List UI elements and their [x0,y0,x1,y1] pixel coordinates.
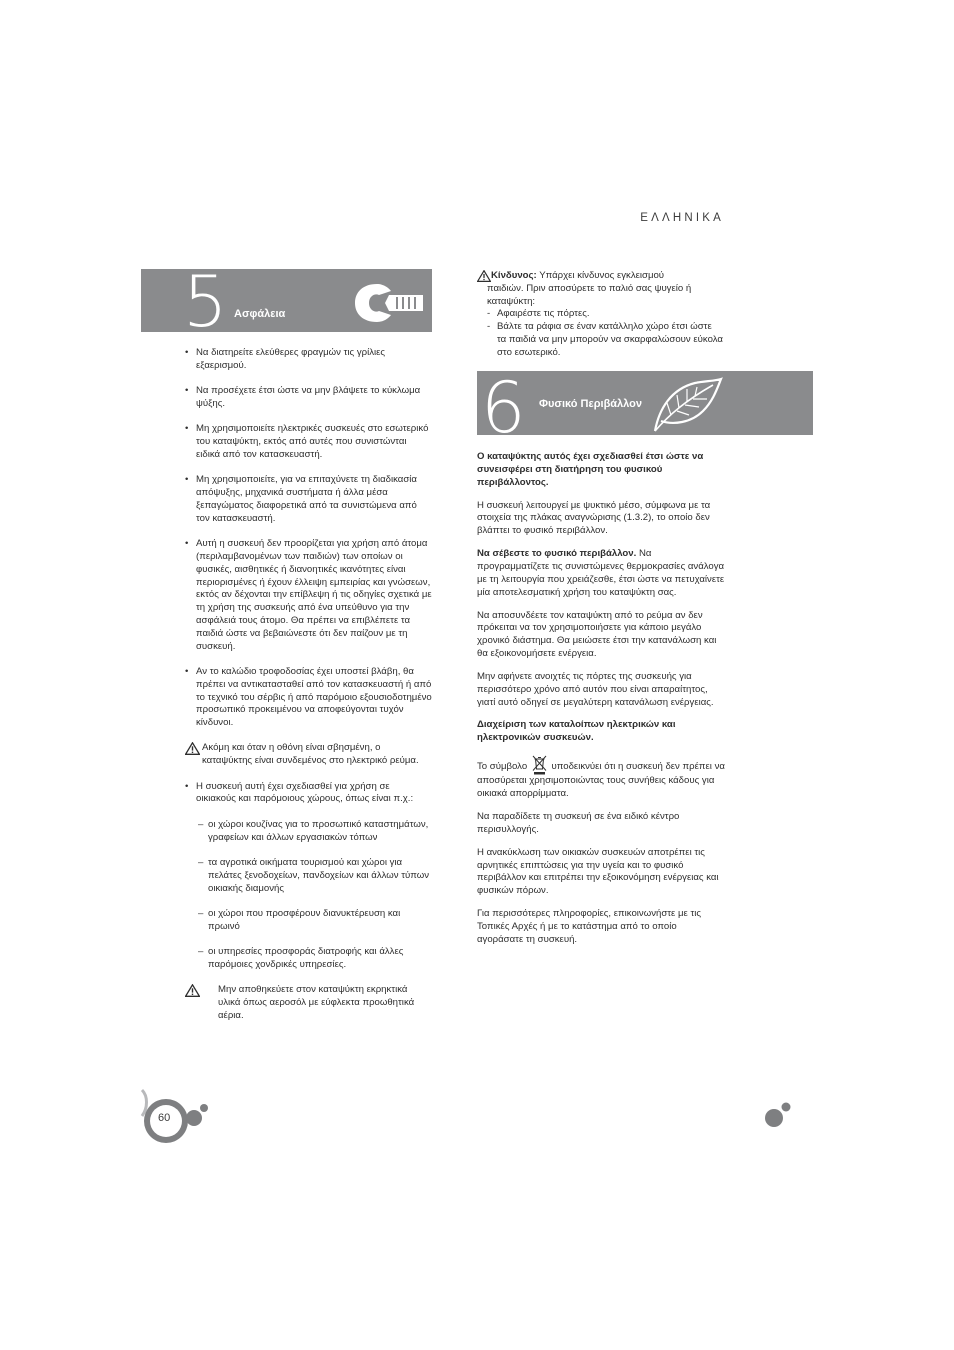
warning-icon [477,270,491,282]
section-6-banner [477,371,813,435]
danger-text: Υπάρχει κίνδυνος εγκλεισμού [539,270,665,281]
paragraph: Μην αφήνετε ανοιχτές τις πόρτες της συσκευής για περισσότερο χρόνο από αυτόν που είναι απαραίτητος, γιατί αυτό οδηγεί σε μεγαλύτερη κατανάλωση ενέργειας. [477,670,714,708]
list-subitem: – τα αγροτικά οικήματα τουρισμού και χώροι για πελάτες ξενοδοχείων, πανδοχείων και άλλων τύπων οικιακής διαμονής [198,857,430,894]
language-header: ΕΛΛΗΝΙΚΑ [640,212,724,224]
list-subitem: – οι χώροι που προσφέρουν διανυκτέρευση και πρωινό [198,908,401,932]
weee-heading: Διαχείριση των καταλοίπων ηλεκτρικών και ηλεκτρονικών συσκευών. [477,719,676,744]
danger-label: Κίνδυνος: [491,270,537,281]
section-number: 5 [183,269,228,332]
warning-note: Ακόμη και όταν η οθόνη είναι σβησμένη, ο καταψύκτης είναι συνδεμένος στο ηλεκτρικό ρεύμα. [184,742,432,768]
section-number: 6 [481,371,526,435]
list-item: • Αν το καλώδιο τροφοδοσίας έχει υποστεί βλάβη, θα πρέπει να αντικατασταθεί από τον κατασκευαστή ή από το τεχνικό του σέρβις ή από παρόμοιο εξουσιοδοτημένο προσωπικό προκειμένου να αποφεύγονται τυχόν κίνδυνοι. [185,665,432,729]
danger-step: - Αφαιρέστε τις πόρτες. [487,308,590,320]
paragraph: Η συσκευή λειτουργεί με ψυκτικό μέσο, σύμφωνα με τα στοιχεία της πλάκας αναγνώρισης (1.3.2), το οποίο δεν βλάπτει το φυσικό περιβάλλον. [477,499,711,537]
crossed-bin-icon [532,755,547,775]
intro-paragraph: Ο καταψύκτης αυτός έχει σχεδιασθεί έτσι ώστε να συνεισφέρει στη διατήρηση του φυσικού περιβάλλοντος. [477,451,704,488]
paragraph: Η ανακύκλωση των οικιακών συσκευών αποτρέπει τις αρνητικές επιπτώσεις για την υγεία και το φυσικό περιβάλλον και επιτρέπει την εξοικονόμηση ενέργειας και φυσικών πόρων. [477,846,719,897]
decorative-dots [762,1100,796,1130]
warning-icon [185,984,200,997]
wrench-icon [351,280,425,326]
list-item: • Μη χρησιμοποιείτε, για να επιταχύνετε τη διαδικασία απόψυξης, μηχανικά συστήματα ή άλλα μέσα ξεπαγώματος διαφορετικά από τα συνιστώμενα από τον κατασκευαστή. [185,474,417,524]
weee-paragraph: Το σύμβολο υποδεικνύει ότι η συσκευή δεν πρέπει να αποσύρεται χρησιμοποιώντας τους συνήθεις κάδους για οικιακά απορρίμματα. [477,755,725,801]
list-item: • Η συσκευή αυτή έχει σχεδιασθεί για χρήση σε οικιακούς και παρόμοιους χώρους, όπως είναι π.χ.: [185,780,414,805]
environment-text [477,451,725,957]
section-5-banner [141,269,432,332]
page-badge [138,1088,218,1150]
danger-step: - Βάλτε τα ράφια σε έναν κατάλληλο χώρο έτσι ώστε τα παιδιά να μην μπορούν να σκαρφαλώσουν εύκολα στο εσωτερικό. [487,321,723,358]
paragraph: Για περισσότερες πληροφορίες, επικοινωνήστε με τις Τοπικές Αρχές ή με το κατάστημα από το οποίο αγοράσατε τη συσκευή. [477,908,702,945]
danger-note [477,270,723,360]
list-item: • Αυτή η συσκευή δεν προορίζεται για χρήση από άτομα (περιλαμβανομένων των παιδιών) των οποίων οι φυσικές, αισθητικές ή διανοητικές ικανότητες είναι περιορισμένες ή έχουν έλλειψη εμπειρίας και γνώσεων, εκτός αν δέχονται την επίβλεψη ή τις οδηγίες σχετικά με τη χρήση της συσκευής από ένα υπεύθυνο για την ασφάλειά τους άτομο. Θα πρέπει να επιβλέπετε τα παιδιά ώστε να βεβαιώνεστε ότι δεν παίζουν με τη συσκευή. [185,538,432,652]
page-number: 60 [158,1112,171,1124]
list-subitem: – οι χώροι κουζίνας για το προσωπικό καταστημάτων, γραφείων και άλλων εργασιακών τόπων [198,818,429,843]
paragraph: Να παραδίδετε τη συσκευή σε ένα ειδικό κέντρο περισυλλογής. [477,811,680,835]
list-item: • Να προσέχετε έτσι ώστε να μην βλάψετε το κύκλωμα ψύξης. [185,385,421,409]
paragraph: Να αποσυνδέετε τον καταψύκτη από το ρεύμα αν δεν πρόκειται να τον χρησιμοποιήσετε για κάποιο μεγάλο χρονικό διάστημα. Θα μειώσετε έτσι την κατανάλωση και θα εξοικονομήσετε ενέργεια. [477,609,717,659]
warning-icon [185,742,200,755]
list-item: • Να διατηρείτε ελεύθερες φραγμών τις γρίλιες εξαερισμού. [185,347,386,371]
safety-list [184,347,432,1035]
leaf-icon [649,375,725,433]
list-item: • Μη χρησιμοποιείτε ηλεκτρικές συσκευές στο εσωτερικό του καταψύκτη, εκτός από αυτές που συνιστώνται ειδικά από τον κατασκευαστή. [185,423,429,460]
danger-text-cont: παιδιών. Πριν αποσύρετε το παλιό σας ψυγείο ή καταψύκτη: [487,282,692,307]
section-title: Ασφάλεια [234,308,286,320]
paragraph: Να σέβεστε το φυσικό περιβάλλον. Να προγραμματίζετε τις συνιστώμενες θερμοκρασίες ανάλογα με τη λειτουργία που χρειάζεσθε, έτσι ώστε να πετυχαίνετε μία αποτελεσματική χρήση του καταψύκτη σας. [477,548,725,598]
warning-note: Μην αποθηκεύετε στον καταψύκτη εκρηκτικά υλικά όπως αεροσόλ με εύφλεκτα προωθητικά αέρια. [184,984,432,1022]
list-subitem: – οι υπηρεσίες προσφοράς διατροφής και άλλες παρόμοιες χονδρικές υπηρεσίες. [198,946,404,971]
section-title: Φυσικό Περιβάλλον [539,398,642,410]
